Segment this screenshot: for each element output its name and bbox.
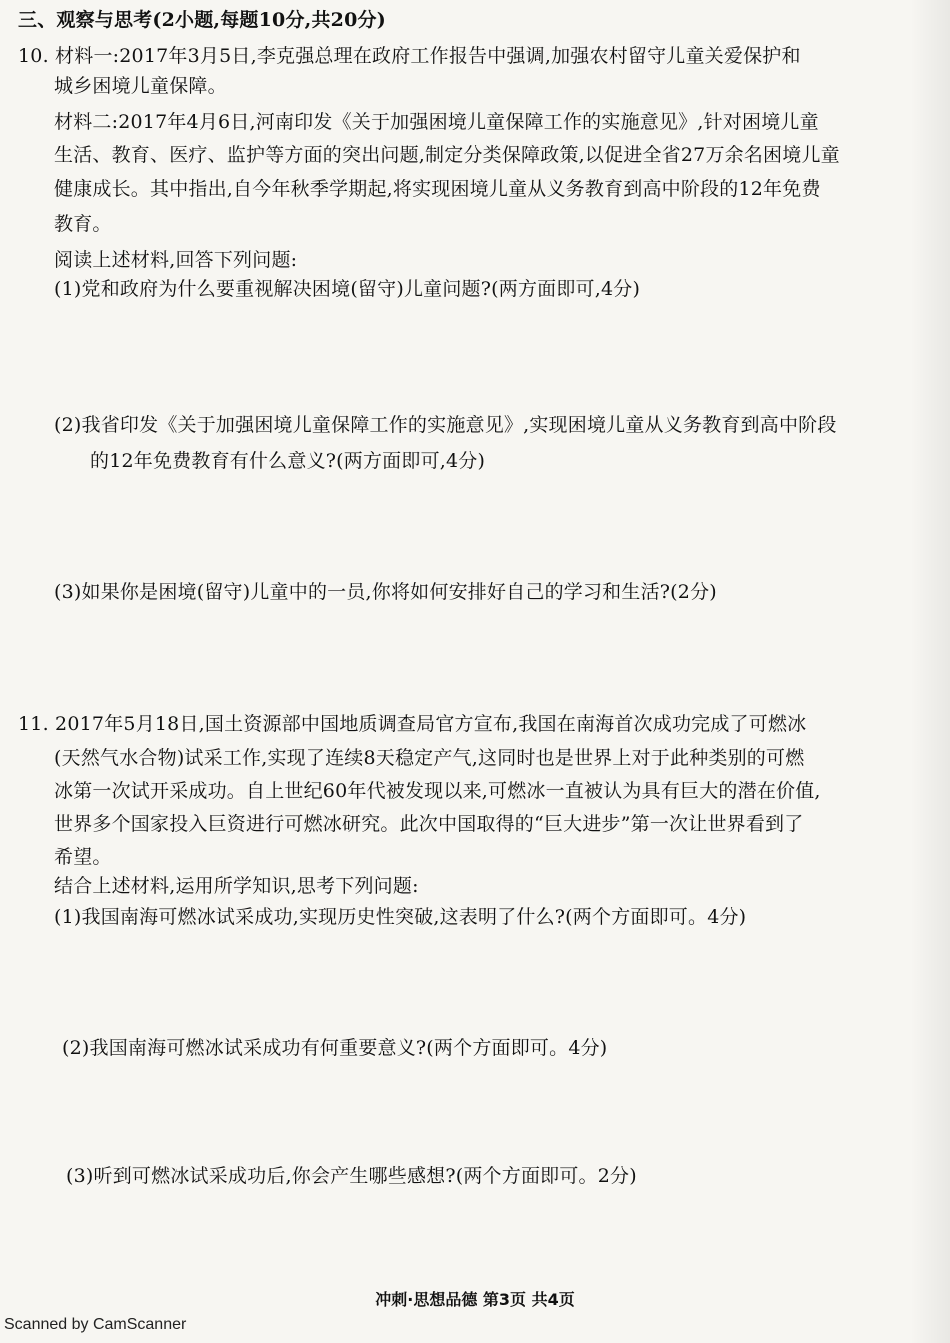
q10-line: 10. 材料一:2017年3月5日,李克强总理在政府工作报告中强调,加强农村留守儿童关爱保护和: [18, 45, 801, 67]
q10-line: 健康成长。其中指出,自今年秋季学期起,将实现困境儿童从义务教育到高中阶段的12年免费: [54, 178, 821, 200]
q11-line: 冰第一次试开采成功。自上世纪60年代被发现以来,可燃冰一直被认为具有巨大的潜在价值,: [54, 780, 821, 802]
q10-instruction: 阅读上述材料,回答下列问题:: [54, 249, 298, 271]
q10-subquestion-1: (1)党和政府为什么要重视解决困境(留守)儿童问题?(两方面即可,4分): [54, 278, 641, 300]
q10-line: 生活、教育、医疗、监护等方面的突出问题,制定分类保障政策,以促进全省27万余名困境儿童: [54, 144, 840, 166]
q11-line: (天然气水合物)试采工作,实现了连续8天稳定产气,这同时也是世界上对于此种类别的可燃: [54, 747, 805, 769]
q11-line: 世界多个国家投入巨资进行可燃冰研究。此次中国取得的“巨大进步”第一次让世界看到了: [54, 813, 804, 835]
q10-subquestion-2: (2)我省印发《关于加强困境儿童保障工作的实施意见》,实现困境儿童从义务教育到高中阶段: [54, 414, 837, 436]
q11-subquestion-1: (1)我国南海可燃冰试采成功,实现历史性突破,这表明了什么?(两个方面即可。4分): [54, 906, 747, 928]
q11-line: 希望。: [54, 846, 112, 868]
q11-line: 11. 2017年5月18日,国土资源部中国地质调查局官方宣布,我国在南海首次成功完成了可燃冰: [18, 713, 807, 735]
q11-subquestion-3: (3)听到可燃冰试采成功后,你会产生哪些感想?(两个方面即可。2分): [66, 1165, 637, 1187]
section-title: 三、观察与思考(2小题,每题10分,共20分): [18, 9, 386, 31]
q10-line: 城乡困境儿童保障。: [54, 75, 227, 97]
scanner-watermark: Scanned by CamScanner: [4, 1316, 187, 1333]
q10-line: 教育。: [54, 213, 112, 235]
q11-subquestion-2: (2)我国南海可燃冰试采成功有何重要意义?(两个方面即可。4分): [62, 1037, 608, 1059]
page-edge-shadow: [910, 0, 950, 1343]
q10-subquestion-2-cont: 的12年免费教育有什么意义?(两方面即可,4分): [90, 450, 486, 472]
q10-subquestion-3: (3)如果你是困境(留守)儿童中的一员,你将如何安排好自己的学习和生活?(2分): [54, 581, 717, 603]
q10-line: 材料二:2017年4月6日,河南印发《关于加强困境儿童保障工作的实施意见》,针对困境儿童: [54, 111, 819, 133]
page-footer: 冲刺·思想品德 第3页 共4页: [375, 1290, 575, 1309]
q11-instruction: 结合上述材料,运用所学知识,思考下列问题:: [54, 875, 419, 897]
